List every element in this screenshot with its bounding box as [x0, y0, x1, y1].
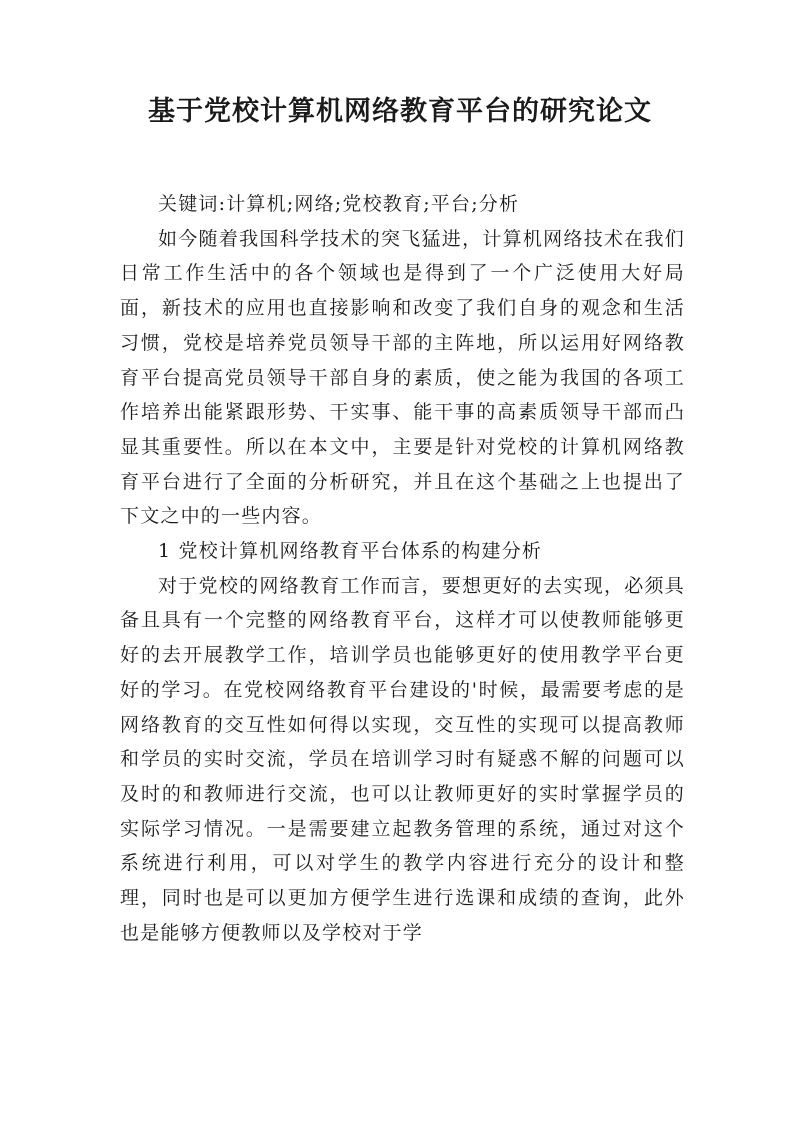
intro-paragraph: 如今随着我国科学技术的突飞猛进，计算机网络技术在我们日常工作生活中的各个领域也是得到了一个广泛使用大好局面，新技术的应用也直接影响和改变了我们自身的观念和生活习惯，党校是培养党员领导干部的主阵地，所以运用好网络教育平台提高党员领导干部自身的素质，使之能为我国的各项工作培养出能紧跟形势、干实事、能干事的高素质领导干部而凸显其重要性。所以在本文中，主要是针对党校的计算机网络教育平台进行了全面的分析研究，并且在这个基础之上也提出了下文之中的一些内容。	[120, 227, 685, 528]
keywords-line: 关键词:计算机;网络;党校教育;平台;分析	[158, 193, 520, 215]
document-title: 基于党校计算机网络教育平台的研究论文	[148, 96, 652, 127]
section-heading: 1 党校计算机网络教育平台体系的构建分析	[158, 540, 543, 563]
document-body	[120, 187, 685, 950]
section-paragraph: 对于党校的网络教育工作而言，要想更好的去实现，必须具备且具有一个完整的网络教育平台，这样才可以使教师能够更好的去开展教学工作，培训学员也能够更好的使用教学平台更好的学习。在党校网络教育平台建设的'时候，最需要考虑的是网络教育的交互性如何得以实现，交互性的实现可以提高教师和学员的实时交流，学员在培训学习时有疑惑不解的问题可以及时的和教师进行交流，也可以让教师更好的实时掌握学员的实际学习情况。一是需要建立起教务管理的系统，通过对这个系统进行利用，可以对学生的教学内容进行充分的设计和整理，同时也是可以更加方便学生进行选课和成绩的查询，此外也是能够方便教师以及学校对于学	[120, 574, 685, 944]
